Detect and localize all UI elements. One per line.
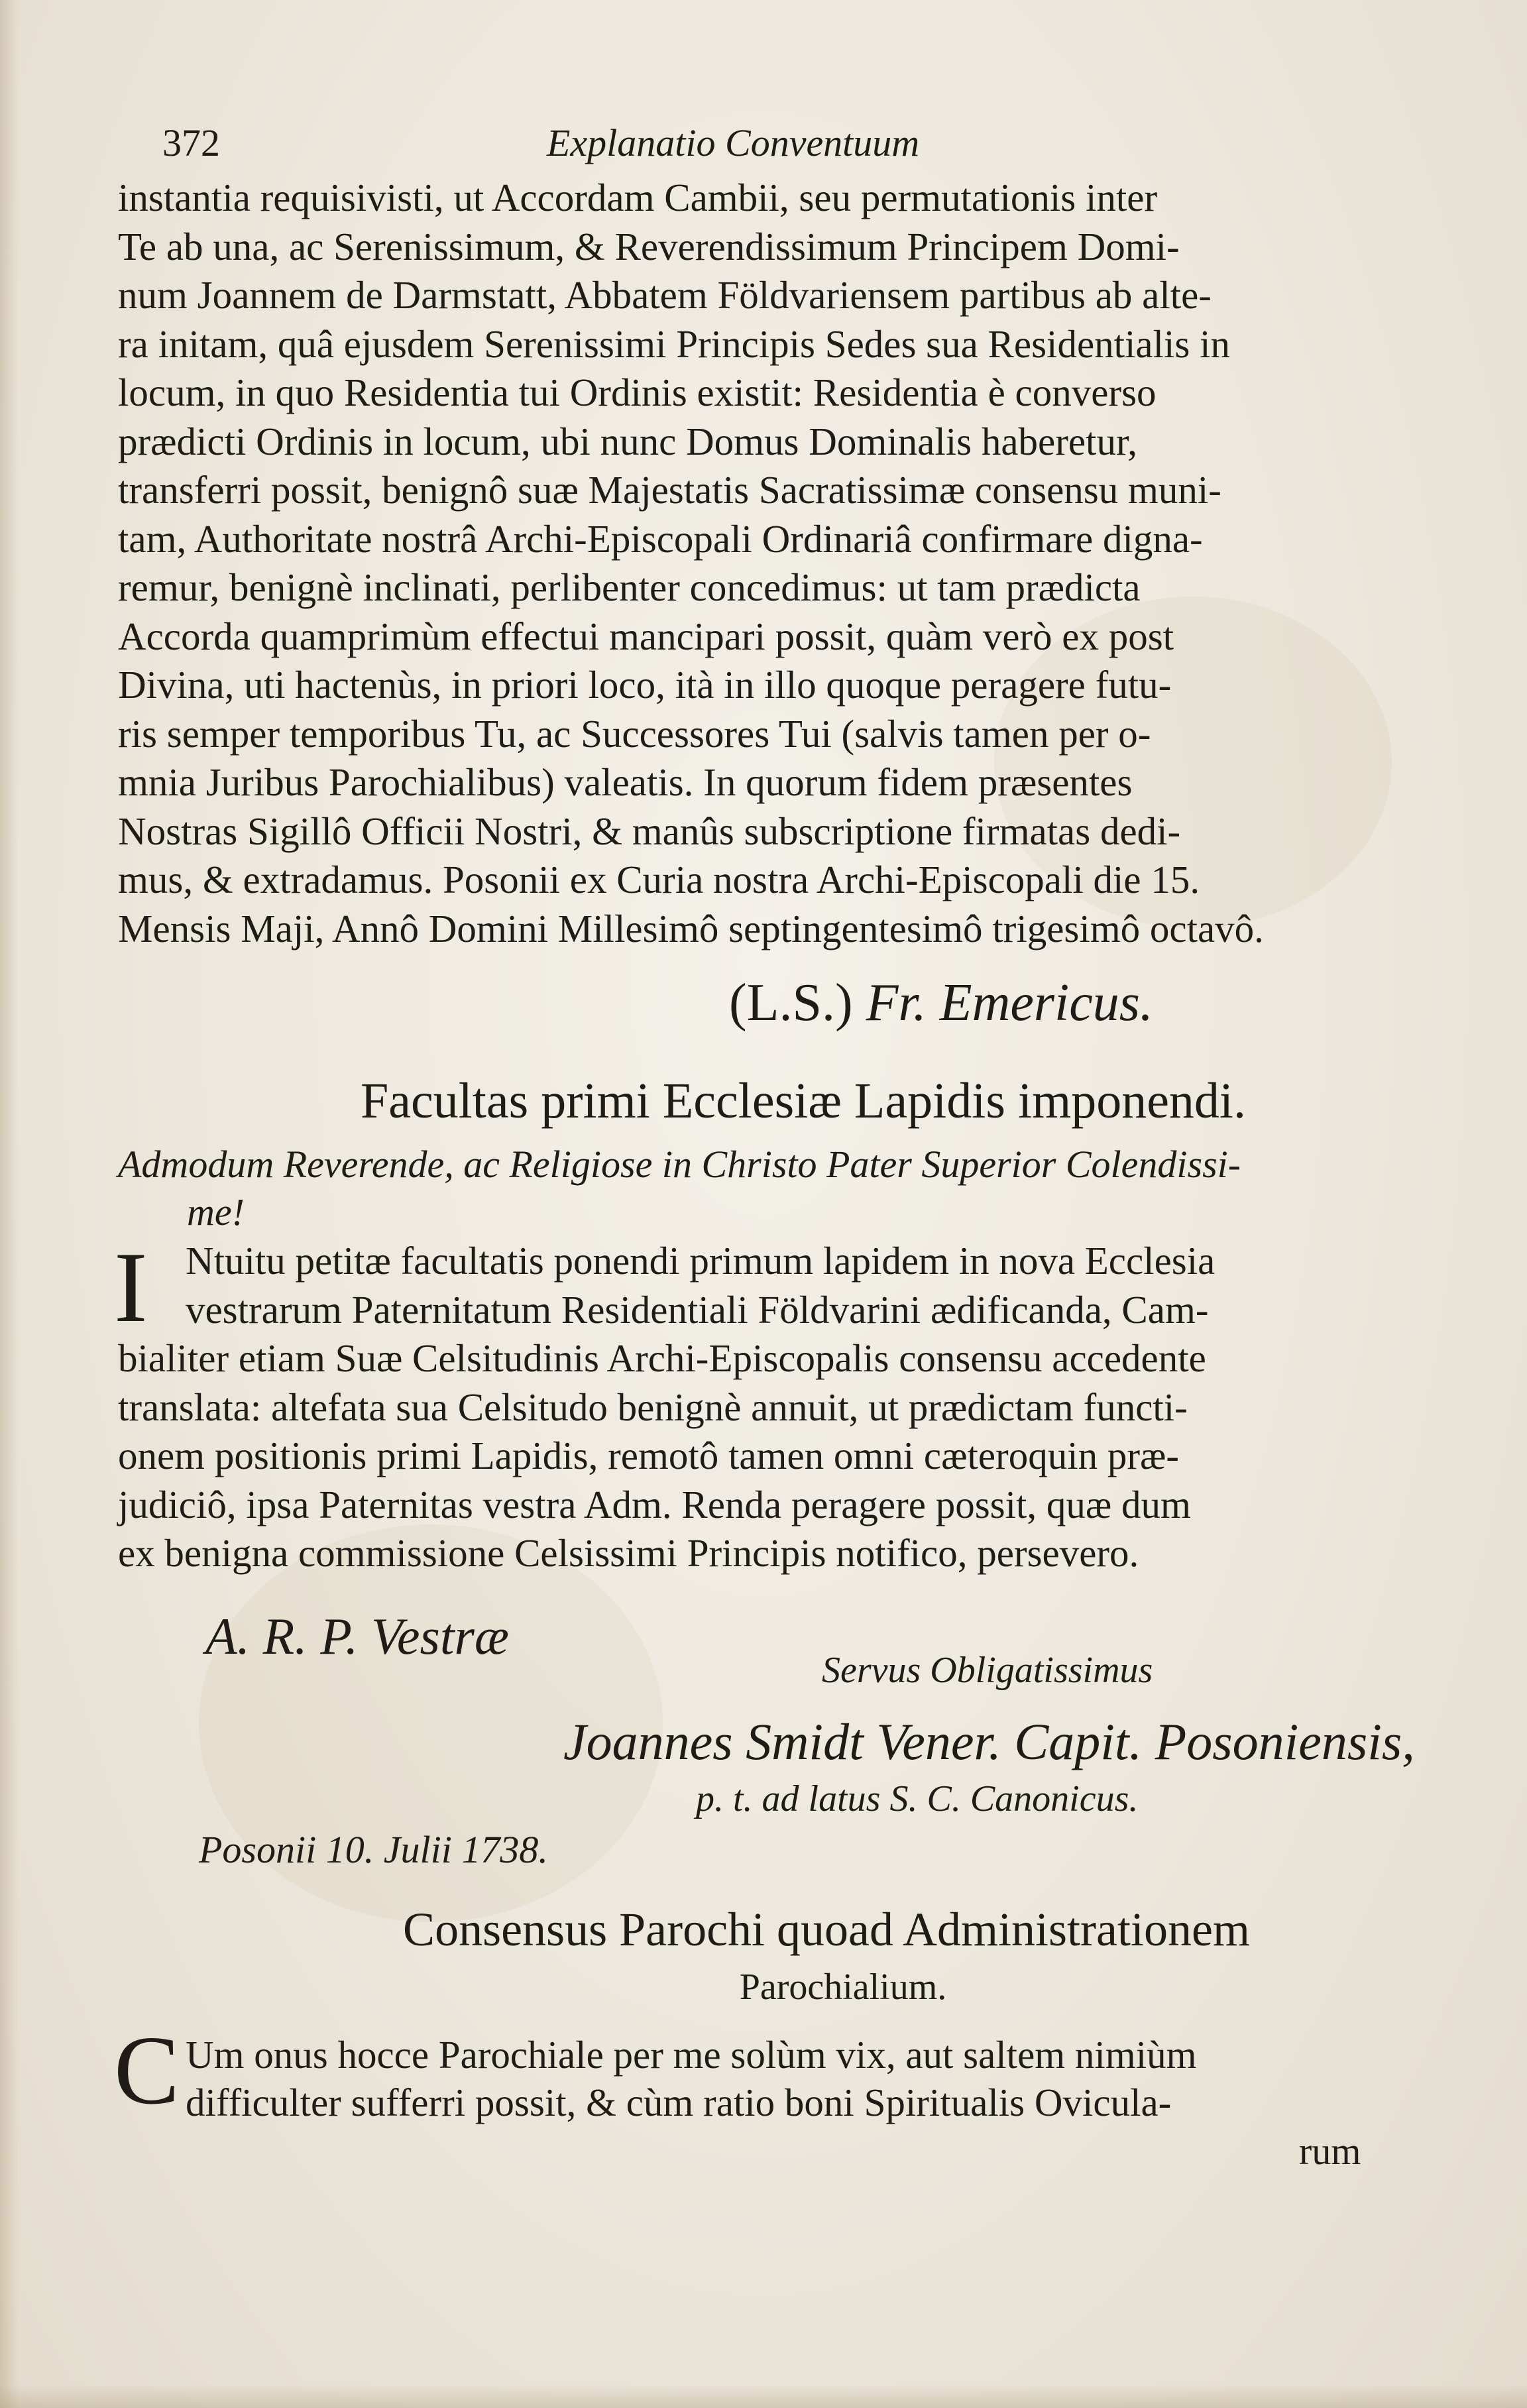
- text-line: translata: altefata sua Celsitudo benignè annuit, ut prædictam functi-: [118, 1385, 1188, 1429]
- text-line: tam, Authoritate nostrâ Archi-Episcopali Ordinariâ confirmare digna-: [118, 516, 1203, 561]
- signer-title: p. t. ad latus S. C. Canonicus.: [696, 1778, 1139, 1819]
- page-bottom-shadow: [0, 2384, 1527, 2408]
- text-line: vestrarum Paternitatum Residentiali Földvarini ædificanda, Cam-: [186, 1287, 1209, 1332]
- text-line: Te ab una, ac Serenissimum, & Reverendissimum Principem Domi-: [118, 224, 1180, 268]
- running-title: Explanatio Conventuum: [547, 121, 920, 164]
- text-line: num Joannem de Darmstatt, Abbatem Földvariensem partibus ab alte-: [118, 273, 1212, 317]
- text-line: ex benigna commissione Celsissimi Principis notifico, persevero.: [118, 1531, 1139, 1575]
- signatory-name: Fr. Emericus.: [866, 974, 1153, 1032]
- salutation-line: me!: [187, 1190, 245, 1233]
- page-number: 372: [162, 121, 220, 164]
- text-line: prædicti Ordinis in locum, ubi nunc Domus Dominalis haberetur,: [118, 419, 1137, 463]
- text-line: onem positionis primi Lapidis, remotô tamen omni cæteroquin præ-: [118, 1434, 1179, 1477]
- text-line: ra initam, quâ ejusdem Serenissimi Principis Sedes sua Residentialis in: [118, 321, 1230, 366]
- seal-signature: [729, 973, 1153, 1033]
- signer-name: Joannes Smidt Vener. Capit. Posoniensis,: [563, 1713, 1415, 1770]
- consent-text: [118, 2031, 1421, 2126]
- salutation: [118, 1141, 1421, 1236]
- text-line: bialiter etiam Suæ Celsitudinis Archi-Episcopalis consensu accedente: [118, 1336, 1206, 1380]
- text-line: Divina, uti hactenùs, in priori loco, ità in illo quoque peragere futu-: [118, 663, 1172, 707]
- text-line: difficulter sufferri possit, & cùm ratio boni Spiritualis Ovicula-: [186, 2081, 1172, 2124]
- text-line: Mensis Maji, Annô Domini Millesimô septingentesimô trigesimô octavô.: [118, 906, 1264, 950]
- section-heading: Consensus Parochi quoad Administrationem: [403, 1903, 1250, 1956]
- text-line: mnia Juribus Parochialibus) valeatis. In quorum fidem præsentes: [118, 760, 1133, 804]
- text-line: Ntuitu petitæ facultatis ponendi primum lapidem in nova Ecclesia: [186, 1239, 1216, 1283]
- text-line: locum, in quo Residentia tui Ordinis existit: Residentia è converso: [118, 371, 1157, 414]
- text-line: remur, benignè inclinati, perlibenter concedimus: ut tam prædicta: [118, 565, 1141, 609]
- text-line: transferri possit, benignô suæ Majestatis Sacratissimæ consensu muni-: [118, 468, 1221, 512]
- text-line: mus, & extradamus. Posonii ex Curia nostra Archi-Episcopali die 15.: [118, 858, 1200, 901]
- section-heading: Facultas primi Ecclesiæ Lapidis imponendi.: [360, 1073, 1247, 1129]
- text-line: Um onus hocce Parochiale per me solùm vix, aut saltem nimiùm: [186, 2033, 1197, 2077]
- servus-line: Servus Obligatissimus: [822, 1650, 1153, 1691]
- salutation-line: Admodum Reverende, ac Religiose in Christo Pater Superior Colendissi-: [118, 1143, 1241, 1186]
- text-line: instantia requisivisti, ut Accordam Cambii, seu permutationis inter: [118, 176, 1158, 219]
- running-head: [162, 121, 1422, 167]
- decree-text: [118, 174, 1421, 953]
- section-subheading: Parochialium.: [739, 1967, 947, 2008]
- text-line: ris semper temporibus Tu, ac Successores Tui (salvis tamen per o-: [118, 711, 1151, 756]
- page-edge-shadow: [0, 0, 19, 2408]
- drop-capital: I: [114, 1232, 148, 1343]
- text-line: judiciô, ipsa Paternitas vestra Adm. Renda peragere possit, quæ dum: [118, 1482, 1191, 1526]
- seal-mark: (L.S.): [729, 974, 853, 1032]
- place-date: Posonii 10. Julii 1738.: [199, 1828, 548, 1871]
- text-line: Nostras Sigillô Officii Nostri, & manûs subscriptione firmatas dedi-: [118, 809, 1181, 853]
- closing-formula: A. R. P. Vestræ: [205, 1607, 509, 1665]
- catchword: rum: [1299, 2130, 1361, 2173]
- letter-text: [118, 1237, 1421, 1578]
- drop-capital: C: [114, 2016, 180, 2125]
- text-line: Accorda quamprimùm effectui mancipari possit, quàm verò ex post: [118, 614, 1174, 658]
